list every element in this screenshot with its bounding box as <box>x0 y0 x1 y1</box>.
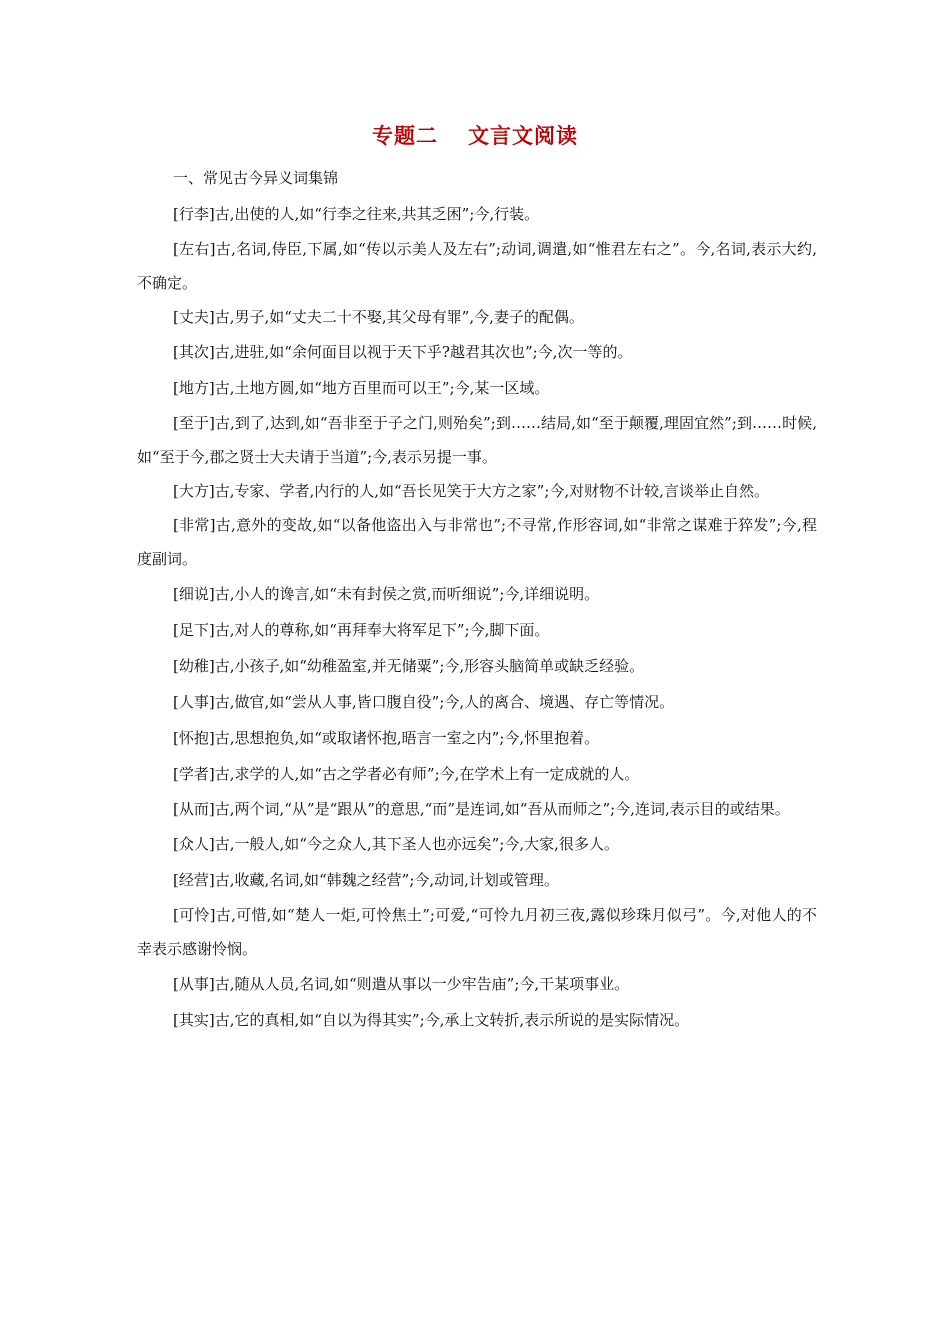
entry-renshi: [人事]古,做官,如“尝从人事,皆口腹自役”;今,人的离合、境遇、存亡等情况。 <box>173 693 675 711</box>
title-subject: 文言文阅读 <box>468 124 578 148</box>
section-heading: 一、常见古今异义词集锦 <box>173 169 339 187</box>
document-body <box>137 160 817 1038</box>
entry-xuezhe: [学者]古,求学的人,如“古之学者必有师”;今,在学术上有一定成就的人。 <box>173 765 640 783</box>
entry-youzhi: [幼稚]古,小孩子,如“幼稚盈室,并无储粟”;今,形容头脑简单或缺乏经验。 <box>173 657 645 675</box>
entry-qici: [其次]古,进驻,如“余何面目以视于天下乎?越君其次也”;今,次一等的。 <box>173 343 633 361</box>
page-title <box>0 120 950 150</box>
entry-dafang: [大方]古,专家、学者,内行的人,如“吾长见笑于大方之家”;今,对财物不计较,言谈举止自然。 <box>173 482 769 500</box>
entry-congshi: [从事]古,随从人员,名词,如“则遣从事以一少牢告庙”;今,干某项事业。 <box>173 975 630 993</box>
entry-kelian: [可怜]古,可惜,如“楚人一炬,可怜焦土”;可爱,“可怜九月初三夜,露似珍珠月似弓”。今,对他人的不幸表示感谢怜悯。 <box>137 906 817 958</box>
entry-feichang: [非常]古,意外的变故,如“以备他盗出入与非常也”;不寻常,作形容词,如“非常之谋难于猝发”;今,程度副词。 <box>137 516 817 568</box>
entry-zuoyou: [左右]古,名词,侍臣,下属,如“传以示美人及左右”;动词,调遣,如“惟君左右之”。今,名词,表示大约,不确定。 <box>137 240 817 292</box>
entry-zhangfu: [丈夫]古,男子,如“丈夫二十不娶,其父母有罪”,今,妻子的配偶。 <box>173 308 584 326</box>
entry-zhongren: [众人]古,一般人,如“今之众人,其下圣人也亦远矣”;今,大家,很多人。 <box>173 835 619 853</box>
entry-conger: [从而]古,两个词,“从”是“跟从”的意思,“而”是连词,如“吾从而师之”;今,连词,表示目的或结果。 <box>173 800 790 818</box>
entry-xishuo: [细说]古,小人的谗言,如“未有封侯之赏,而听细说”;今,详细说明。 <box>173 585 600 603</box>
entry-xingli: [行李]古,出使的人,如“行李之往来,共其乏困”;今,行装。 <box>173 205 540 223</box>
entry-difang: [地方]古,土地方圆,如“地方百里而可以王”;今,某一区域。 <box>173 379 550 397</box>
title-topic: 专题二 <box>372 124 438 148</box>
entry-huaibao: [怀抱]古,思想抱负,如“或取诸怀抱,晤言一室之内”;今,怀里抱着。 <box>173 729 600 747</box>
entry-zhiyu: [至于]古,到了,达到,如“吾非至于子之门,则殆矣”;到……结局,如“至于颠覆,理固宜然”;到……时候,如“至于今,郡之贤士大夫请于当道”;今,表示另提一事。 <box>137 414 817 466</box>
entry-zuxia: [足下]古,对人的尊称,如“再拜奉大将军足下”;今,脚下面。 <box>173 621 550 639</box>
entry-jingying: [经营]古,收藏,名词,如“韩魏之经营”;今,动词,计划或管理。 <box>173 871 559 889</box>
entry-qishi: [其实]古,它的真相,如“自以为得其实”;今,承上文转折,表示所说的是实际情况。 <box>173 1011 690 1029</box>
